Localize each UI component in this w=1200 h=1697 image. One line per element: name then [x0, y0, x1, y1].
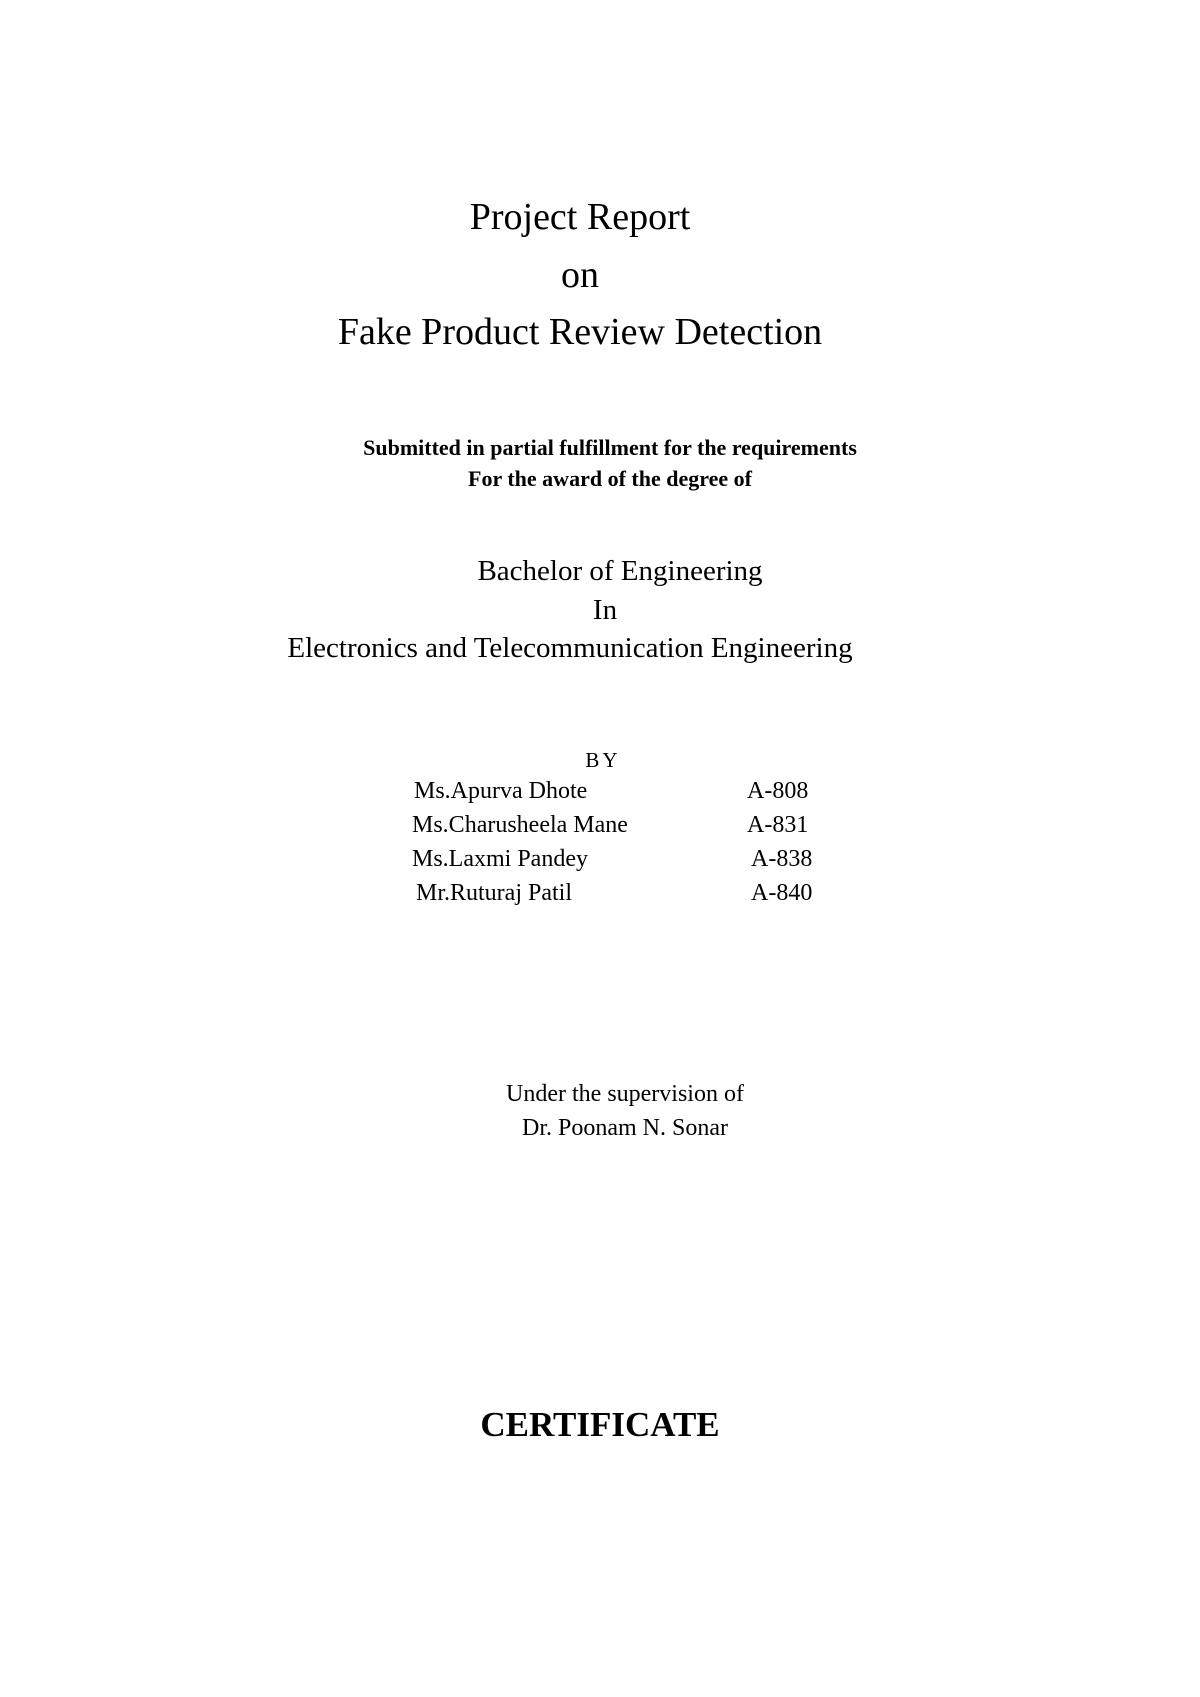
degree-line3: Electronics and Telecommunication Engineering [287, 632, 853, 664]
student-roll: A-808 [747, 778, 809, 804]
supervisor-name: Dr. Poonam N. Sonar [522, 1115, 728, 1141]
student-name: Ms.Laxmi Pandey [412, 846, 588, 872]
by-label: BY [585, 748, 621, 772]
certificate-heading: CERTIFICATE [480, 1405, 720, 1444]
student-roll: A-838 [751, 846, 813, 872]
degree-line1: Bachelor of Engineering [477, 555, 763, 587]
student-name: Ms.Charusheela Mane [412, 812, 628, 838]
student-roll: A-831 [747, 812, 809, 838]
report-title-line1: Project Report [469, 196, 691, 238]
submission-line2: For the award of the degree of [468, 466, 752, 491]
student-name: Mr.Ruturaj Patil [416, 880, 572, 906]
submission-line1: Submitted in partial fulfillment for the requirements [363, 435, 857, 460]
student-name: Ms.Apurva Dhote [414, 778, 588, 804]
supervision-label: Under the supervision of [506, 1081, 744, 1107]
student-roll: A-840 [751, 880, 813, 906]
degree-line2: In [592, 594, 618, 626]
report-title-line3: Fake Product Review Detection [337, 311, 823, 353]
report-title-line2: on [561, 254, 599, 296]
